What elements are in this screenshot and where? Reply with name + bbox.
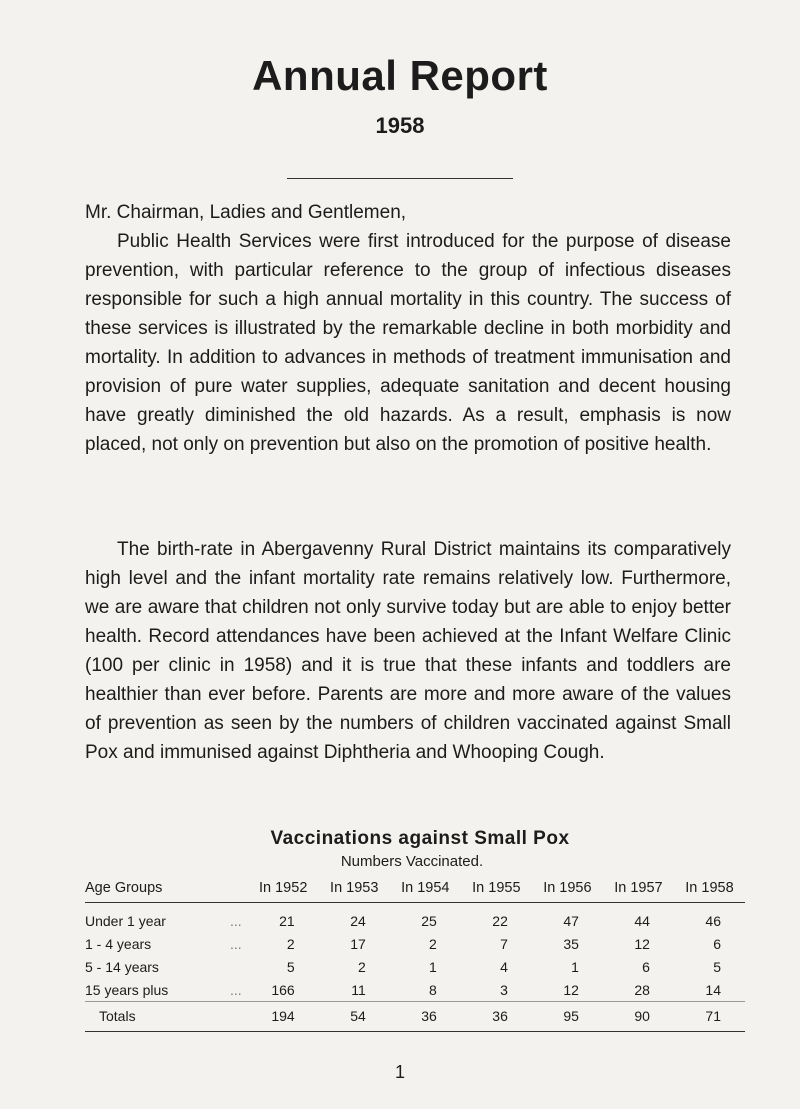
age-group-label: 15 years plus (85, 981, 169, 998)
age-group-label: 5 - 14 years (85, 958, 159, 975)
age-group-label: Under 1 year (85, 912, 166, 929)
column-header: Age Groups (85, 876, 230, 903)
column-header: In 1955 (461, 876, 532, 903)
paragraph-1: Public Health Services were first introduced for the purpose of disease prevention, with particular reference to the group of infectious diseases responsible for such a high annual mortality in this country. The success of these services is illustrated by the remarkable decline in both morbidity and mortality. In addition to advances in methods of treatment immunisation and provision of pure water supplies, adequate sanitation and decent housing have greatly diminished the old hazards. As a result, emphasis is now placed, not only on prevention but also on the promotion of positive health. (85, 231, 731, 455)
column-header: In 1956 (532, 876, 603, 903)
total-cell: 194 (248, 1002, 319, 1032)
table-cell: 47 (563, 912, 579, 929)
vaccination-table (85, 876, 745, 1032)
table-row (85, 932, 745, 955)
table-cell: 35 (563, 935, 579, 952)
leader-dots (230, 955, 248, 978)
totals-row (85, 1002, 745, 1032)
table-cell: 7 (500, 935, 508, 952)
column-header: In 1957 (603, 876, 674, 903)
table-cell: 28 (634, 981, 650, 998)
table-cell: 2 (429, 935, 437, 952)
report-title: Annual Report (252, 52, 548, 99)
table-cell: 8 (429, 981, 437, 998)
total-cell: 71 (674, 1002, 745, 1032)
page-number: 1 (394, 1062, 405, 1082)
paragraph-2: The birth-rate in Abergavenny Rural District maintains its comparatively high level and the infant mortality rate remains relatively low. Furthermore, we are aware that children not only survive today but are able to enjoy better health. Record attendances have been achieved at the Infant Welfare Clinic (100 per clinic in 1958) and it is true that these infants and toddlers are healthier than ever before. Parents are more and more aware of the values of prevention as seen by the numbers of children vaccinated against Small Pox and immunised against Diphtheria and Whooping Cough. (85, 539, 731, 763)
table-cell: 12 (563, 981, 579, 998)
column-header: In 1953 (319, 876, 390, 903)
table-cell: 2 (357, 958, 366, 975)
leader-dots: ... (230, 935, 242, 952)
salutation: Mr. Chairman, Ladies and Gentlemen, (85, 202, 407, 223)
leader-dots: ... (230, 981, 242, 998)
table-cell: 1 (429, 958, 437, 975)
title-divider (287, 178, 513, 179)
table-cell: 12 (634, 935, 650, 952)
table-cell: 1 (571, 958, 579, 975)
table-row (85, 978, 745, 1002)
age-group-label: 1 - 4 years (85, 935, 152, 952)
column-header: In 1952 (248, 876, 319, 903)
table-cell: 22 (492, 912, 508, 929)
leader-dots (230, 1002, 248, 1032)
table-cell: 2 (286, 935, 295, 952)
table-cell: 21 (279, 912, 295, 929)
table-cell: 11 (351, 981, 366, 998)
table-cell: 6 (713, 935, 721, 952)
table-title: Vaccinations against Small Pox (270, 828, 570, 849)
table-cell: 44 (634, 912, 650, 929)
totals-label: Totals (85, 1002, 230, 1032)
dots-header-spacer (230, 876, 248, 903)
leader-dots: ... (230, 912, 242, 929)
table-cell: 25 (421, 912, 437, 929)
table-cell: 24 (350, 912, 366, 929)
total-cell: 36 (390, 1002, 461, 1032)
column-header: In 1958 (674, 876, 745, 903)
table-subtitle: Numbers Vaccinated. (340, 853, 484, 870)
table-cell: 5 (713, 958, 721, 975)
table-cell: 46 (705, 912, 721, 929)
column-header: In 1954 (390, 876, 461, 903)
table-header-row (85, 876, 745, 903)
total-cell: 95 (532, 1002, 603, 1032)
table-cell: 4 (500, 958, 508, 975)
table-cell: 5 (286, 958, 295, 975)
total-cell: 90 (603, 1002, 674, 1032)
table-row (85, 955, 745, 978)
table-cell: 17 (350, 935, 366, 952)
total-cell: 54 (319, 1002, 390, 1032)
table-cell: 3 (500, 981, 508, 998)
report-year: 1958 (375, 113, 425, 138)
table-row (85, 903, 745, 933)
table-cell: 6 (642, 958, 650, 975)
table-cell: 14 (705, 981, 721, 998)
total-cell: 36 (461, 1002, 532, 1032)
table-cell: 166 (271, 981, 295, 998)
